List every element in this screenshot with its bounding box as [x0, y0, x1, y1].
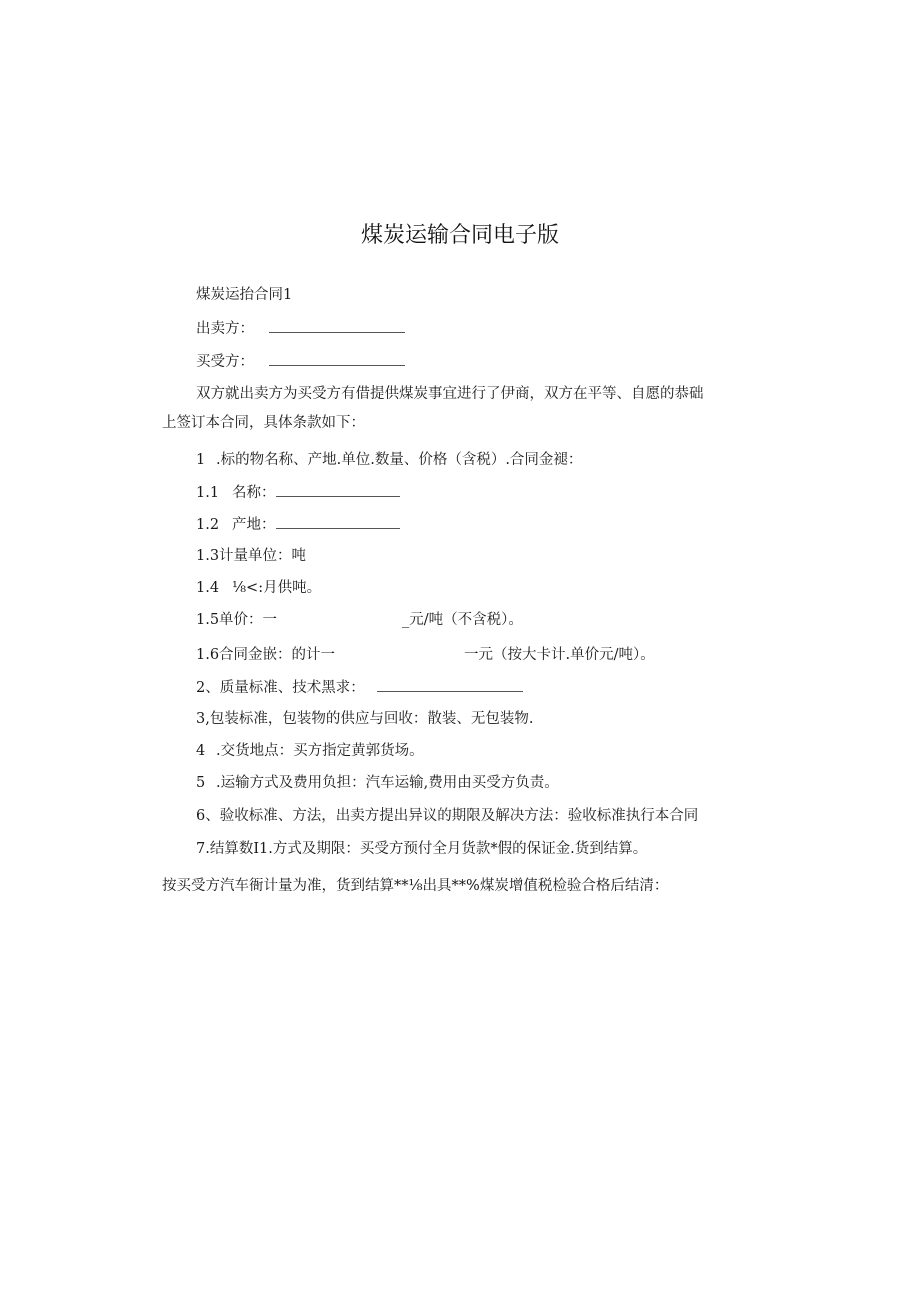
item-1-4-text: ⅛<:月供吨。 — [232, 580, 322, 596]
item-1-4 — [196, 578, 321, 598]
item-1-6-suffix: 一元（按大卡计.单价元/吨）。 — [464, 647, 655, 663]
item-5-text: .运输方式及费用负担：汽车运输,费用由买受方负责。 — [216, 775, 559, 791]
contract-subtitle: 煤炭运抬合同1 — [196, 287, 293, 303]
seller-blank — [269, 318, 405, 333]
item-4 — [196, 741, 424, 761]
buyer-blank — [269, 351, 405, 366]
item-7-continuation: 按买受方汽车衙计量为准，货到结算**⅛出具**%煤炭增值税检验合格后结清： — [162, 878, 669, 894]
seller-label: 出卖方： — [196, 321, 254, 337]
page-title: 煤炭运输合同电子版 — [360, 223, 559, 248]
item-7: 7.结算数I1.方式及期限：买受方预付全月货款*假的保证金.货到结算。 — [196, 841, 648, 857]
item-1-2-number: 1.2 — [196, 517, 220, 533]
item-1-1-number: 1.1 — [196, 485, 220, 501]
item-1-2-label: 产地： — [232, 517, 276, 533]
item-1-2 — [196, 514, 400, 535]
intro-line-1: 双方就出卖方为买受方有借提供煤炭事宜进行了伊商，双方在平等、自愿的恭础 — [196, 386, 704, 402]
item-1-2-blank — [276, 514, 400, 529]
buyer-line — [196, 351, 405, 372]
item-1-4-number: 1.4 — [196, 580, 220, 596]
item-6: 6、验收标准、方法，出卖方提出异议的期限及解决方法：验收标准执行本合同 — [196, 808, 699, 824]
item-1-3: 1.3计量单位：吨 — [196, 548, 307, 564]
item-5 — [196, 773, 559, 793]
seller-line — [196, 318, 405, 339]
item-4-number: 4 — [196, 743, 206, 759]
item-2-blank — [377, 677, 523, 692]
item-1-text: .标的物名称、产地.单位.数量、价格（含税）.合同金褪： — [216, 452, 583, 468]
item-1-1-blank — [276, 482, 400, 497]
buyer-label: 买受方： — [196, 354, 254, 370]
item-2 — [196, 677, 523, 698]
item-1-5 — [196, 610, 523, 630]
item-1 — [196, 450, 582, 470]
item-5-number: 5 — [196, 775, 206, 791]
item-1-1-label: 名称： — [232, 485, 276, 501]
item-1-6 — [196, 645, 655, 665]
intro-line-2: 上签订本合同，具体条款如下： — [162, 415, 365, 431]
item-3: 3,包装标准，包装物的供应与回收：散装、无包装物. — [196, 711, 534, 727]
item-1-1 — [196, 482, 400, 503]
item-1-5-label: 1.5单价：一 — [196, 612, 278, 628]
item-4-text: .交货地点：买方指定黄郭货场。 — [216, 743, 424, 759]
item-1-5-suffix: _元/吨（不含税）。 — [402, 612, 523, 628]
item-1-number: 1 — [196, 452, 206, 468]
item-1-6-label: 1.6合同金嵌：的计一 — [196, 647, 336, 663]
item-2-label: 2、质量标准、技术黑求： — [196, 680, 365, 696]
